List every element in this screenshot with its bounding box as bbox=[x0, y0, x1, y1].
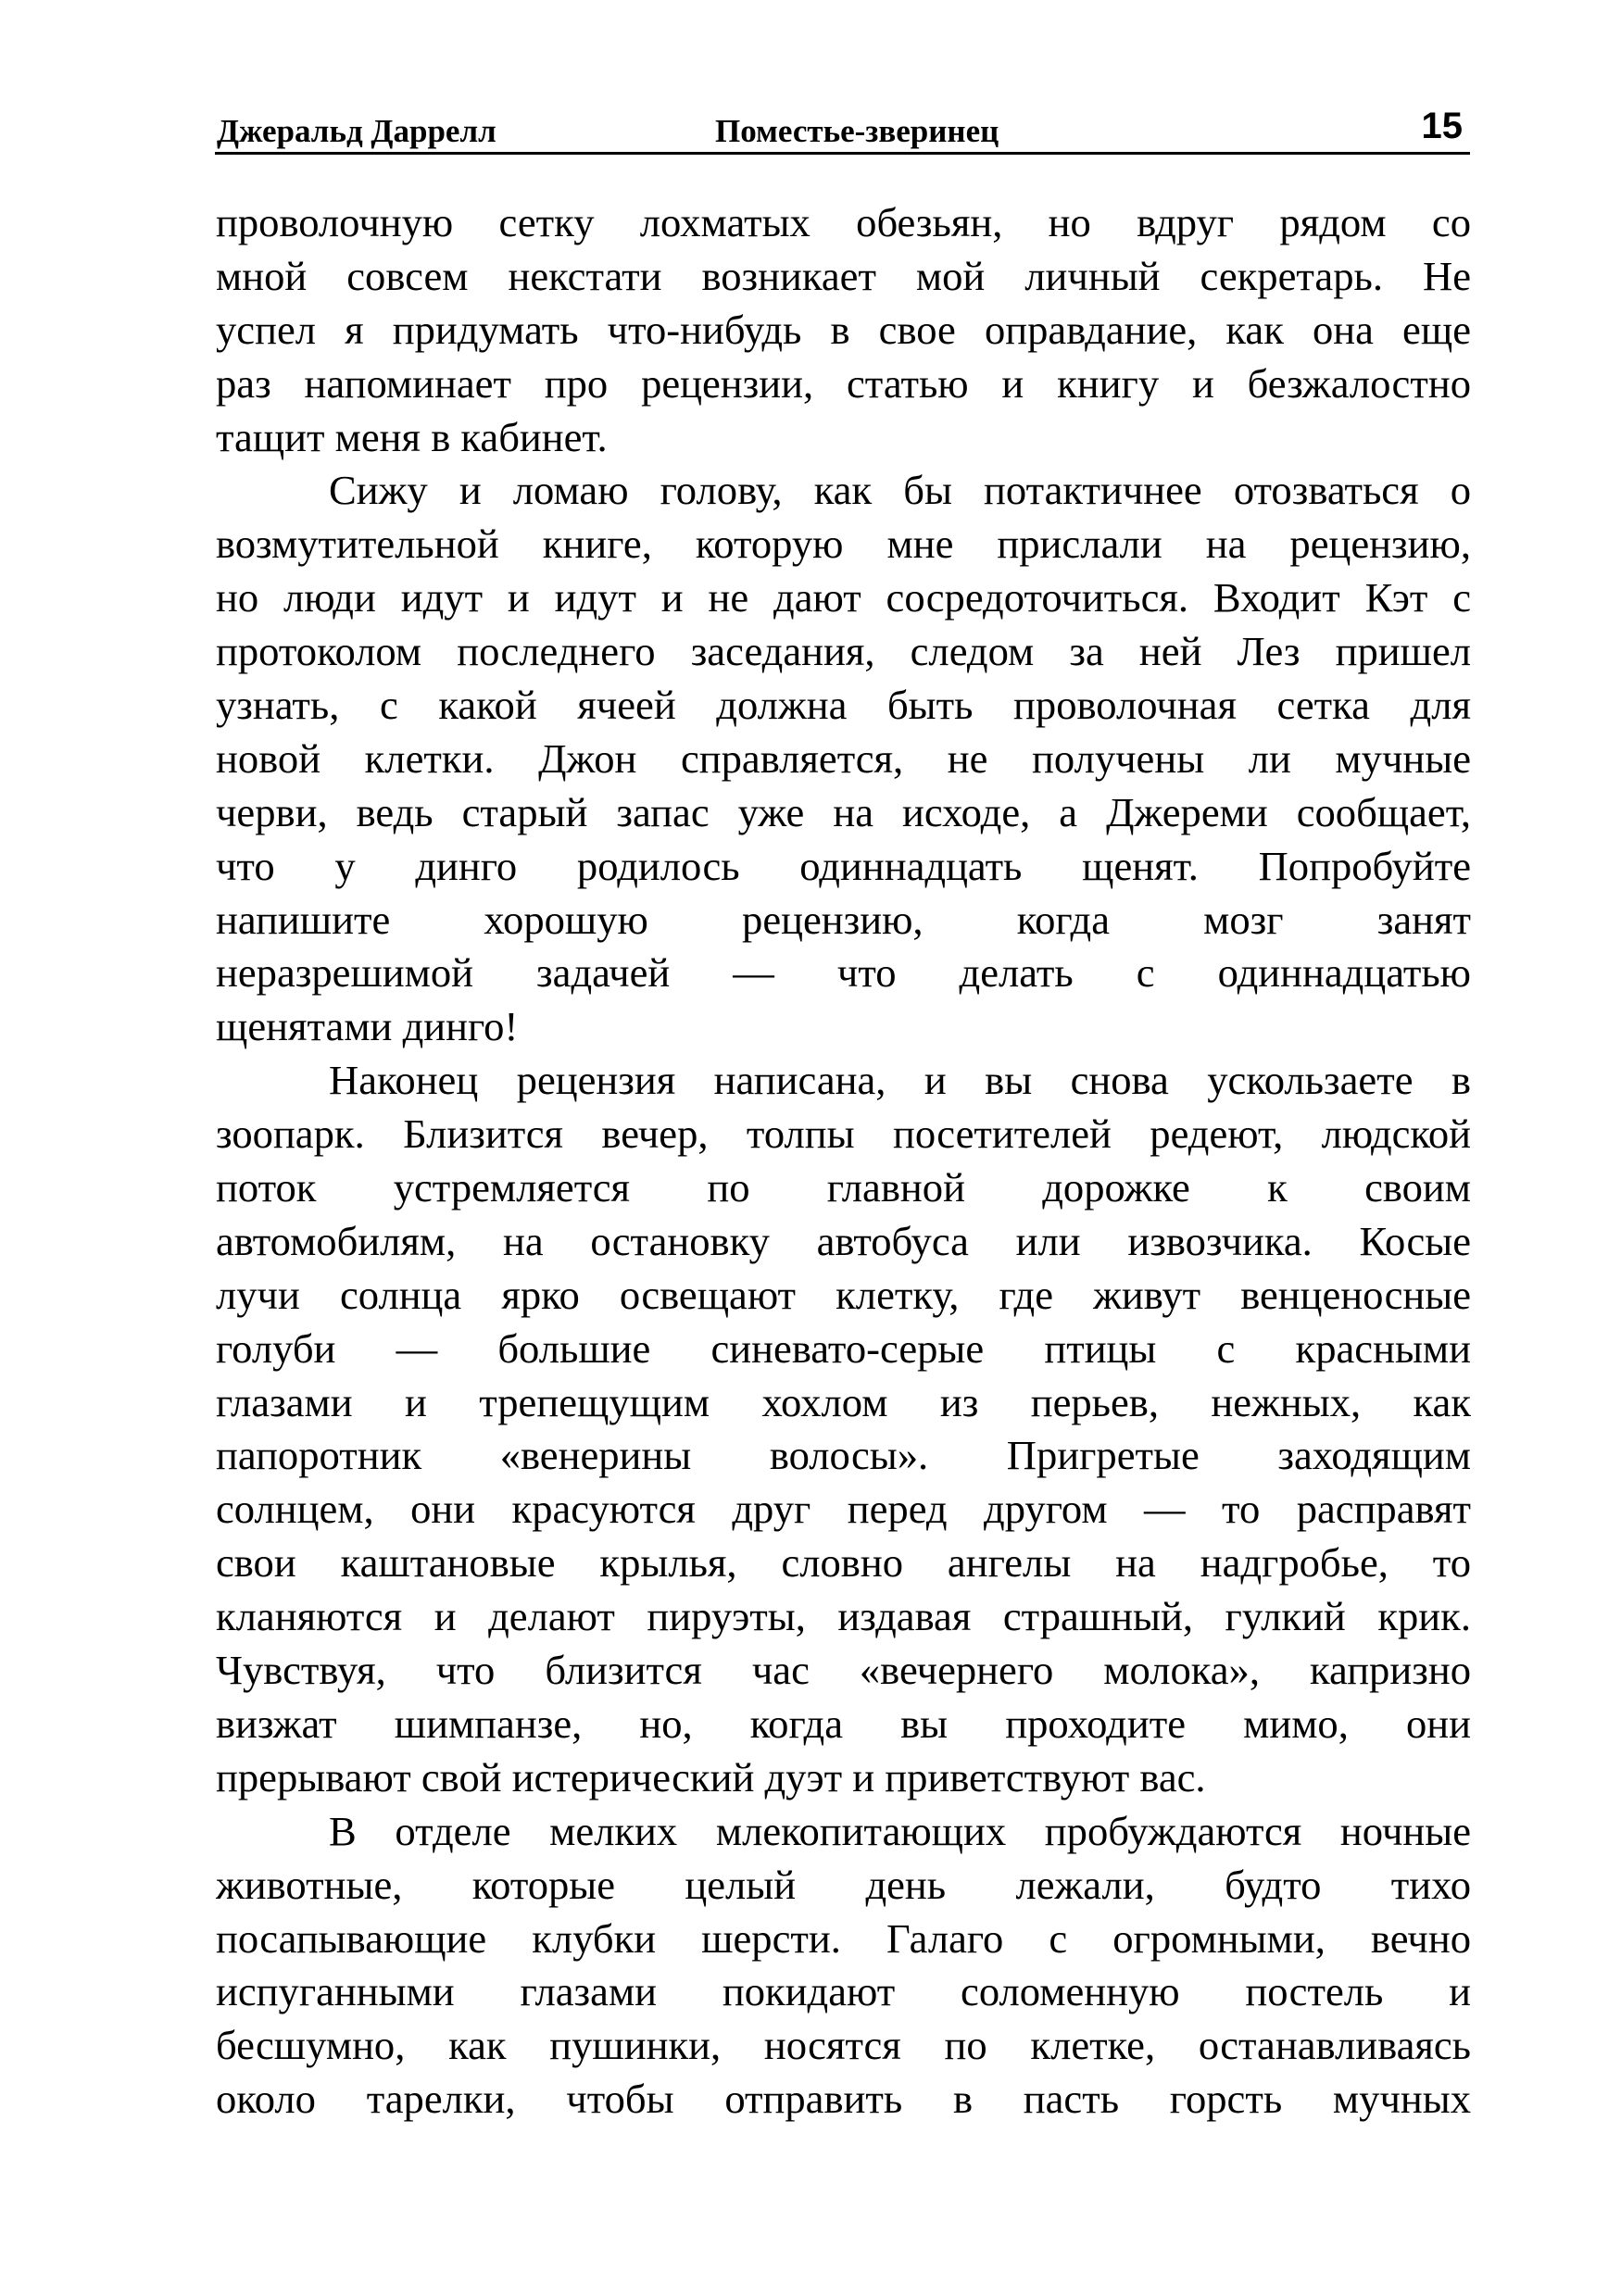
text-line: лучи солнца ярко освещают клетку, где живут венценосные bbox=[216, 1271, 1471, 1318]
text-line: зоопарк. Близится вечер, толпы посетителей редеют, людской bbox=[216, 1110, 1471, 1158]
text-line: папоротник «венерины волосы». Пригретые заходящим bbox=[216, 1432, 1471, 1479]
text-line: около тарелки, чтобы отправить в пасть горсть мучных bbox=[216, 2076, 1471, 2123]
text-line: мной совсем некстати возникает мой личный секретарь. Не bbox=[216, 252, 1471, 299]
text-line: щенятами динго! bbox=[216, 1003, 519, 1050]
page-number: 15 bbox=[1421, 106, 1463, 146]
text-line: протоколом последнего заседания, следом за ней Лез пришел bbox=[216, 628, 1471, 675]
paragraph bbox=[216, 1054, 1471, 1804]
text-line: автомобилям, на остановку автобуса или извозчика. Косые bbox=[216, 1217, 1471, 1264]
text-line: успел я придумать что-нибудь в свое оправдание, как она еще bbox=[216, 306, 1471, 353]
running-header bbox=[215, 100, 1470, 155]
paragraph bbox=[216, 464, 1471, 1054]
text-line: узнать, с какой ячеей должна быть проволочная сетка для bbox=[216, 682, 1471, 729]
body-text bbox=[216, 196, 1471, 2127]
paragraph bbox=[216, 1805, 1471, 2127]
text-line: визжат шимпанзе, но, когда вы проходите мимо, они bbox=[216, 1700, 1471, 1747]
text-line: возмутительной книге, которую мне прислали на рецензию, bbox=[216, 521, 1471, 568]
text-line: тащит меня в кабинет. bbox=[216, 413, 608, 460]
text-line: раз напоминает про рецензии, статью и книгу и безжалостно bbox=[216, 359, 1471, 407]
header-author: Джеральд Даррелл bbox=[217, 113, 496, 149]
text-line: новой клетки. Джон справляется, не получены ли мучные bbox=[216, 734, 1471, 782]
text-line: бесшумно, как пушинки, носятся по клетке, останавливаясь bbox=[216, 2022, 1471, 2069]
text-line: кланяются и делают пируэты, издавая страшный, гулкий крик. bbox=[216, 1593, 1471, 1640]
header-book-title: Поместье-зверинец bbox=[715, 113, 999, 149]
text-line: Наконец рецензия написана, и вы снова ускользаете в bbox=[329, 1057, 1471, 1104]
text-line: что у динго родилось одиннадцать щенят. Попробуйте bbox=[216, 842, 1471, 889]
text-line: прерывают свой истерический дуэт и приветствуют вас. bbox=[216, 1753, 1206, 1800]
text-line: напишите хорошую рецензию, когда мозг занят bbox=[216, 896, 1471, 943]
text-line: посапывающие клубки шерсти. Галаго с огромными, вечно bbox=[216, 1914, 1471, 1962]
text-line: солнцем, они красуются друг перед другом — то расправят bbox=[216, 1486, 1471, 1533]
text-line: проволочную сетку лохматых обезьян, но вдруг рядом со bbox=[216, 199, 1471, 245]
text-line: В отделе мелких млекопитающих пробуждаются ночные bbox=[329, 1807, 1471, 1854]
text-line: неразрешимой задачей — что делать с одиннадцатью bbox=[216, 949, 1471, 997]
paragraph bbox=[216, 196, 1471, 464]
text-line: Чувствуя, что близится час «вечернего молока», капризно bbox=[216, 1647, 1471, 1694]
text-line: испуганными глазами покидают соломенную постель и bbox=[216, 1968, 1471, 2015]
text-line: поток устремляется по главной дорожке к своим bbox=[216, 1164, 1471, 1211]
text-line: свои каштановые крылья, словно ангелы на надгробье, то bbox=[216, 1539, 1471, 1587]
text-line: но люди идут и идут и не дают сосредоточиться. Входит Кэт с bbox=[216, 574, 1471, 621]
text-line: голуби — большие синевато-серые птицы с красными bbox=[216, 1324, 1471, 1372]
text-line: глазами и трепещущим хохлом из перьев, нежных, как bbox=[216, 1378, 1471, 1425]
text-line: черви, ведь старый запас уже на исходе, а Джереми сообщает, bbox=[216, 788, 1471, 835]
text-line: животные, которые целый день лежали, будто тихо bbox=[216, 1861, 1471, 1908]
text-line: Сижу и ломаю голову, как бы потактичнее отозваться о bbox=[329, 467, 1471, 514]
